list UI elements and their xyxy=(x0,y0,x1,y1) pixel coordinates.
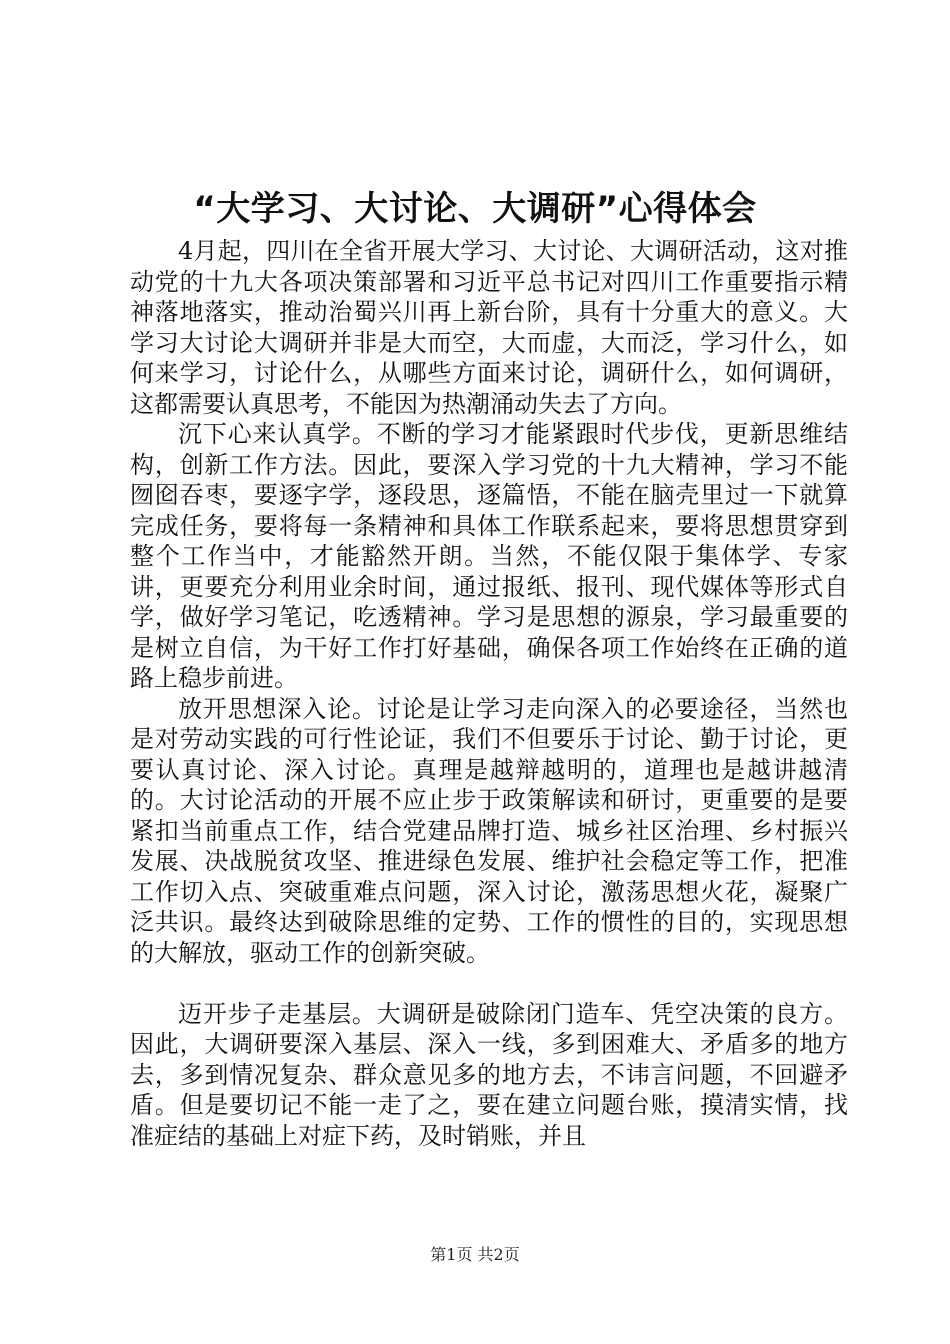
document-body xyxy=(130,236,848,1151)
paragraph-study: 沉下心来认真学。不断的学习才能紧跟时代步伐，更新思维结构，创新工作方法。因此，要深入学习党的十九大精神，学习不能囫囵吞枣，要逐字学，逐段思，逐篇悟，不能在脑壳里过一下就算完成任务，要将每一条精神和具体工作联系起来，要将思想贯穿到整个工作当中，才能豁然开朗。当然，不能仅限于集体学、专家讲，更要充分利用业余时间，通过报纸、报刊、现代媒体等形式自学，做好学习笔记，吃透精神。学习是思想的源泉，学习最重要的是树立自信，为干好工作打好基础，确保各项工作始终在正确的道路上稳步前进。 xyxy=(130,420,848,692)
page-title: “大学习、大讨论、大调研”心得体会 xyxy=(193,189,757,229)
paragraph-intro: 4月起，四川在全省开展大学习、大讨论、大调研活动，这对推动党的十九大各项决策部署和习近平总书记对四川工作重要指示精神落地落实，推动治蜀兴川再上新台阶，具有十分重大的意义。大学习大讨论大调研并非是大而空，大而虚，大而泛，学习什么，如何来学习，讨论什么，从哪些方面来讨论，调研什么，如何调研，这都需要认真思考，不能因为热潮涌动失去了方向。 xyxy=(130,237,848,418)
page-footer xyxy=(0,1244,950,1266)
paragraph-discuss: 放开思想深入论。讨论是让学习走向深入的必要途径，当然也是对劳动实践的可行性论证，我们不但要乐于讨论、勤于讨论，更要认真讨论、深入讨论。真理是越辩越明的，道理也是越讲越清的。大讨论活动的开展不应止步于政策解读和研讨，更重要的是要紧扣当前重点工作，结合党建品牌打造、城乡社区治理、乡村振兴发展、决战脱贫攻坚、推进绿色发展、维护社会稳定等工作，把准工作切入点、突破重难点问题，深入讨论，激荡思想火花，凝聚广泛共识。最终达到破除思维的定势、工作的惯性的目的，实现思想的大解放，驱动工作的创新突破。 xyxy=(130,694,848,967)
page-indicator: 第1页 共2页 xyxy=(430,1245,520,1264)
paragraph-research: 迈开步子走基层。大调研是破除闭门造车、凭空决策的良方。因此，大调研要深入基层、深入一线，多到困难大、矛盾多的地方去，多到情况复杂、群众意见多的地方去，不讳言问题，不回避矛盾。但是要切记不能一走了之，要在建立问题台账，摸清实情，找准症结的基础上对症下药，及时销账，并且 xyxy=(130,999,848,1150)
